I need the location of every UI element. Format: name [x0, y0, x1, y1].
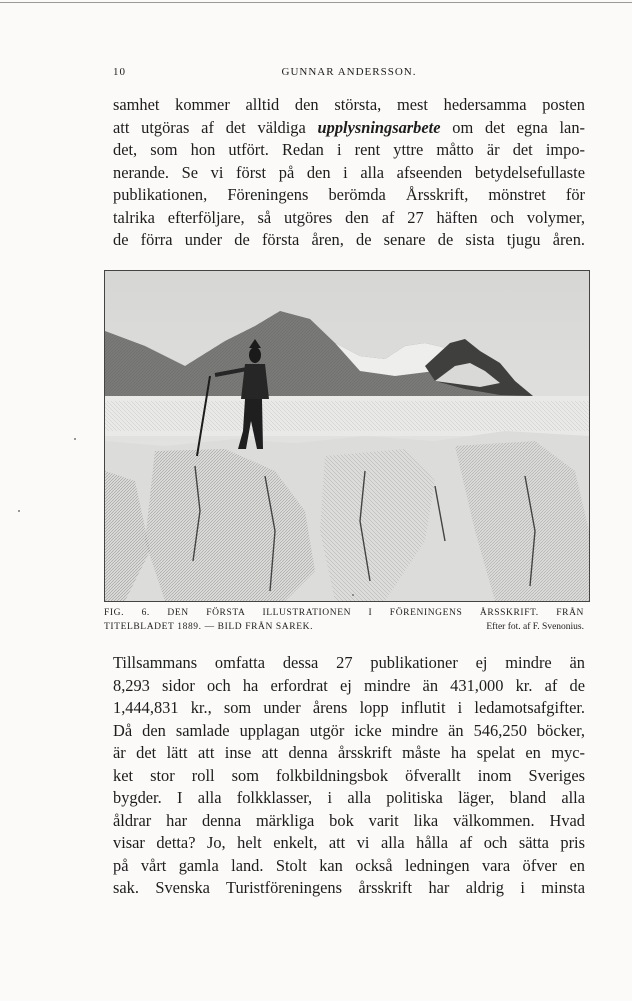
- text-line: [113, 117, 585, 140]
- figure-caption: [104, 606, 584, 634]
- emphasis-upplysningsarbete: upplysningsarbete: [317, 117, 441, 137]
- paper-speck: [18, 510, 20, 512]
- text-line: det, som hon utfört. Redan i rent yttre måtto är det impo-: [113, 140, 585, 159]
- caption-line: FIG. 6. DEN FÖRSTA ILLUSTRATIONEN I FÖRENINGENS ÅRSSKRIFT. FRÅN: [104, 608, 584, 618]
- running-title: GUNNAR ANDERSSON.: [281, 66, 417, 78]
- text-line: ket stor roll som folkbildningsbok öfverallt inom Sveriges: [113, 765, 585, 785]
- text-line: publikationen, Föreningens berömda Årsskrift, mönstret för: [113, 185, 585, 204]
- glacier-texture: [105, 401, 589, 431]
- text-line: Då den samlade upplagan utgör icke mindre än 546,250 böcker,: [113, 720, 585, 740]
- glacier-illustration: [105, 271, 589, 601]
- text-segment: att utgöras af det väldiga: [113, 117, 306, 137]
- text-line: 1,444,831 kr., som under årens lopp influtit i ledamotsafgifter.: [113, 698, 585, 717]
- paper-speck: [352, 594, 354, 596]
- text-line: Tillsammans omfatta dessa 27 publikationer ej mindre än: [113, 653, 585, 672]
- text-line: visar detta? Jo, helt enkelt, att vi alla hålla af och sätta pris: [113, 833, 585, 852]
- page-number: 10: [113, 66, 126, 78]
- text-line: på vårt gamla land. Stolt kan också ledningen vara öfver en: [113, 855, 585, 875]
- text-line: samhet kommer alltid den största, mest hedersamma posten: [113, 95, 585, 114]
- text-line: bygder. I alla folkklasser, i alla politiska läger, bland alla: [113, 788, 585, 807]
- paragraph-2: [113, 652, 585, 900]
- figure-head: [249, 347, 261, 363]
- text-line: är det lätt att inse att denna årsskrift måste ha spelat en myc-: [113, 743, 585, 762]
- text-line: talrika efterföljare, så utgöres den af 27 häften och volymer,: [113, 207, 585, 227]
- glacier-photograph: [104, 270, 590, 602]
- text-line: sak. Svenska Turistföreningens årsskrift har aldrig i minsta: [113, 878, 585, 897]
- paper-speck: [74, 438, 76, 440]
- text-line: de förra under de första åren, de senare de sista tjugu åren.: [113, 230, 585, 249]
- top-rule: [0, 2, 632, 3]
- photo-credit: Efter fot. af F. Svenonius.: [486, 622, 584, 632]
- text-segment: om det egna lan-: [452, 117, 585, 137]
- text-line: åldrar har denna märkliga bok varit lika välkommen. Hvad: [113, 810, 585, 830]
- text-line: nerande. Se vi först på den i alla afseenden betydelsefullaste: [113, 162, 585, 182]
- caption-line: TITELBLADET 1889. — BILD FRÅN SAREK.: [104, 622, 314, 632]
- text-line: 8,293 sidor och ha erfordrat ej mindre än 431,000 kr. af de: [113, 675, 585, 695]
- paragraph-1: [113, 94, 585, 252]
- running-header: [113, 66, 585, 86]
